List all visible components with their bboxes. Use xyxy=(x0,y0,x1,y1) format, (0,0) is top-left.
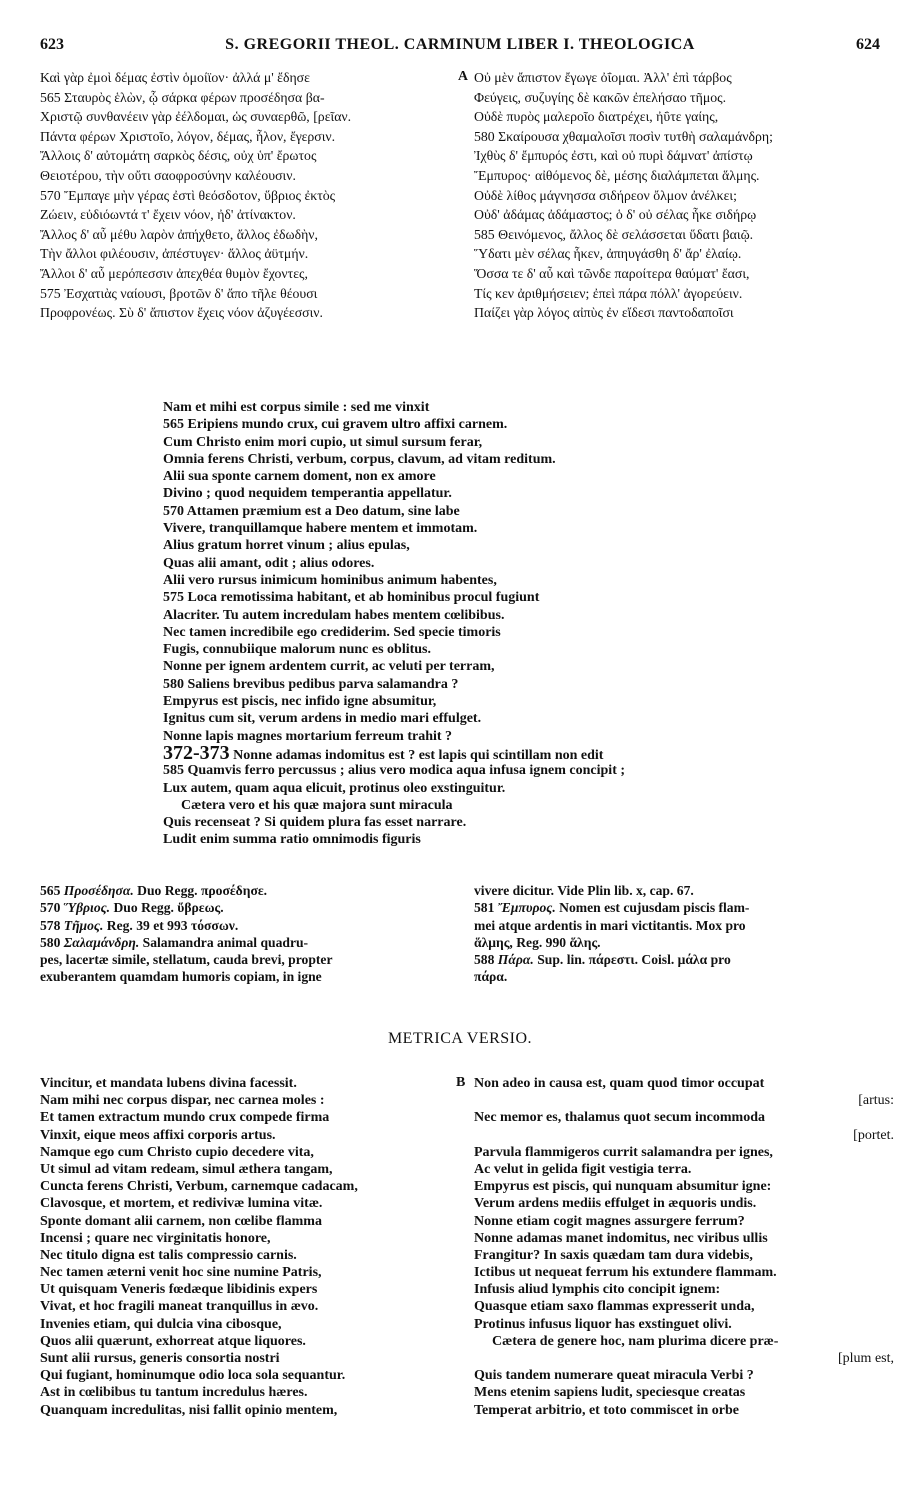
footnote-number: 570 xyxy=(40,900,61,916)
latin-line: Nec tamen incredibile ego crediderim. Sed specie timoris xyxy=(163,624,501,640)
footnote-line xyxy=(40,934,455,951)
greek-line: 585 Θεινόμενος, ἄλλος δὲ σελάσσεται ὕδατι βαιῷ. xyxy=(474,226,754,242)
footnote-line xyxy=(40,951,455,968)
latin-line: Cætera vero et his quæ majora sunt miracula xyxy=(181,797,453,813)
latin-line: Ludit enim summa ratio omnimodis figuris xyxy=(163,832,421,848)
verse-line: Sunt alii rursus, generis consortia nostri xyxy=(40,1351,280,1366)
footnote-text: ἅλμης, Reg. 990 ἅλης. xyxy=(474,934,601,950)
running-header xyxy=(40,36,880,58)
verse-line: Empyrus est piscis, qui nunquam absumitur igne: xyxy=(474,1179,772,1195)
verse-line: [plum est, xyxy=(838,1351,894,1366)
verse-line: Verum ardens mediis effulget in æquoris undis. xyxy=(474,1196,757,1212)
metrical-version-right-column xyxy=(474,1075,894,1419)
verse-line: Ac velut in gelida figit vestigia terra. xyxy=(474,1161,692,1177)
verse-line: Nec titulo digna est talis compressio carnis. xyxy=(40,1247,297,1263)
greek-line: Οὐδ' ἀδάμας ἀδάμαστος; ὁ δ' οὐ σέλας ἧκε σιδήρῳ xyxy=(474,207,757,223)
page-number-left: 623 xyxy=(40,36,64,53)
latin-line: 575 Loca remotissima habitant, et ab hominibus procul fugiunt xyxy=(163,590,540,606)
latin-line-text: Nonne adamas indomitus est ? est lapis qui scintillam non edit xyxy=(233,747,604,763)
greek-line: 575 Ἐσχατιὰς ναίουσι, βροτῶν δ' ἄπο τῆλε θέουσι xyxy=(40,285,318,301)
latin-line: Omnia ferens Christi, verbum, corpus, clavum, ad vitam reditum. xyxy=(163,451,556,467)
verse-line: [artus: xyxy=(858,1093,894,1109)
column-marker-a: A xyxy=(458,68,468,83)
footnote-lemma: Τῆμος. xyxy=(63,917,104,933)
verse-line: Cuncta ferens Christi, Verbum, carnemque cadacam, xyxy=(40,1179,358,1195)
latin-translation xyxy=(163,399,863,849)
greek-line: Ὅσσα τε δ' αὖ καὶ τῶνδε παροίτερα θαύματ' ἔασι, xyxy=(474,265,750,281)
verse-line: Mens etenim sapiens ludit, speciesque creatas xyxy=(474,1385,746,1401)
footnote-lemma: Πάρα. xyxy=(497,952,534,968)
verse-line: Ast in cœlibibus tu tantum incredulus hæres. xyxy=(40,1385,308,1401)
verse-line: Infusis aliud lymphis cito concipit ignem: xyxy=(474,1282,721,1298)
verse-line: Ut simul ad vitam redeam, simul æthera tangam, xyxy=(40,1161,333,1177)
verse-line: Frangitur? In saxis quædam tam dura videbis, xyxy=(474,1247,753,1263)
greek-line: Οὐδὲ λίθος μάγνησσα σιδήρεον ὄλμον ἀνέλκει; xyxy=(474,187,737,203)
verse-line: Quasque etiam saxo flammas expresserit unda, xyxy=(474,1299,755,1315)
greek-line: Προφρονέως. Σὺ δ' ἄπιστον ἔχεις νόον ἀζυγέεσσιν. xyxy=(40,305,323,321)
latin-line: Alii sua sponte carnem doment, non ex amore xyxy=(163,469,436,485)
verse-line: Protinus infusus liquor has exstinguet olivi. xyxy=(474,1316,732,1332)
verse-line: Vivat, et hoc fragili maneat tranquillus in ævo. xyxy=(40,1299,319,1315)
verse-line: Cætera de genere hoc, nam plurima dicere præ- xyxy=(492,1333,779,1349)
footnote-text: pes, lacertæ simile, stellatum, cauda brevi, propter xyxy=(40,952,333,968)
footnotes-right-column xyxy=(474,882,884,986)
latin-line: Alacriter. Tu autem incredulam habes mentem cœlibibus. xyxy=(163,607,505,623)
column-marker-b: B xyxy=(456,1075,466,1090)
greek-line: Ἄλλοις δ' αὐτομάτη σαρκὸς δέσις, οὐχ ὑπ' ἔρωτος xyxy=(40,148,317,164)
greek-line: Ὕδατι μὲν σέλας ἧκεν, ἀπηυγάσθη δ' ἄρ' ἐλαίῳ. xyxy=(474,246,742,262)
verse-line: Namque ego cum Christo cupio decedere vita, xyxy=(40,1144,314,1160)
greek-line: Τὴν ἄλλοι φιλέουσιν, ἀπέστυγεν· ἄλλος ἀϋτμήν. xyxy=(40,246,309,262)
greek-line: Ἔμπυρος· αἰθόμενος δὲ, μέσης διαλάμπεται ἅλμης. xyxy=(474,167,760,183)
latin-line: Lux autem, quam aqua elicuit, protinus oleo exstinguitur. xyxy=(163,780,506,796)
latin-line: 585 Quamvis ferro percussus ; alius vero modica aqua infusa ignem concipit ; xyxy=(163,763,626,779)
latin-line: Quis recenseat ? Si quidem plura fas esset narrare. xyxy=(163,815,467,831)
verse-line: Quanquam incredulitas, nisi fallit opinio mentem, xyxy=(40,1402,338,1418)
greek-line: Ἄλλος δ' αὖ μέθυ λαρὸν ἀπήχθετο, ἄλλος ἐδωδὴν, xyxy=(40,226,318,242)
verse-line: Nonne etiam cogit magnes assurgere ferrum? xyxy=(474,1213,745,1229)
footnote-text: Nomen est cujusdam piscis flam- xyxy=(555,900,750,916)
verse-line: Nonne adamas manet indomitus, nec viribus ullis xyxy=(474,1230,768,1246)
greek-text-right-column xyxy=(474,68,894,323)
latin-line: Empyrus est piscis, nec infido igne absumitur, xyxy=(163,694,437,710)
latin-line: Nonne lapis magnes mortarium ferreum trahit ? xyxy=(163,728,453,744)
footnote-text: πάρα. xyxy=(474,969,508,985)
latin-line: 580 Saliens brevibus pedibus parva salamandra ? xyxy=(163,676,459,692)
verse-line: Nec tamen æterni venit hoc sine numine Patris, xyxy=(40,1265,322,1281)
verse-line: Ut quisquam Veneris fœdæque libidinis expers xyxy=(40,1282,318,1298)
verse-line: [portet. xyxy=(853,1127,894,1143)
footnote-number: 578 xyxy=(40,917,61,933)
greek-line: 565 Σταυρὸς ἑλὼν, ᾧ σάρκα φέρων προσέδησα βα- xyxy=(40,89,325,105)
footnote-line xyxy=(40,899,455,916)
latin-line: Nam et mihi est corpus simile : sed me vinxit xyxy=(163,400,430,415)
footnote-text: exuberantem quamdam humoris copiam, in igne xyxy=(40,969,322,985)
greek-line: Χριστῷ συνθανέειν γὰρ ἐέλδομαι, ὡς συναερθῶ, [ρεῖαν. xyxy=(40,109,352,125)
footnote-line xyxy=(40,917,455,934)
footnote-text: mei atque ardentis in mari victitantis. Mox pro xyxy=(474,917,746,933)
greek-text-left-column xyxy=(40,68,455,323)
greek-line: Οὐ μὲν ἄπιστον ἔγωγε ὀΐομαι. Ἀλλ' ἐπὶ τάρβος xyxy=(474,70,732,85)
metrical-version-left-column xyxy=(40,1075,460,1419)
footnote-line xyxy=(474,899,884,916)
footnote-text: Salamandra animal quadru- xyxy=(139,934,309,950)
page-number-right: 624 xyxy=(856,36,880,53)
footnotes-left-column xyxy=(40,882,455,986)
verse-line: Ictibus ut nequeat ferrum his extundere flammam. xyxy=(474,1265,777,1281)
footnote-lemma: Προσέδησα. xyxy=(63,883,134,898)
footnote-text: vivere dicitur. Vide Plin lib. x, cap. 67. xyxy=(474,883,694,898)
column-number: 372-373 xyxy=(163,741,230,764)
verse-line: Qui fugiant, hominumque odio loca sola sequantur. xyxy=(40,1368,346,1384)
greek-line: 580 Σκαίρουσα χθαμαλοῖσι ποσὶν τυτθὴ σαλαμάνδρη; xyxy=(474,128,773,144)
greek-line: Τίς κεν ἀριθμήσειεν; ἐπεὶ πάρα πόλλ' ἀγορεύειν. xyxy=(474,285,743,301)
latin-line: 570 Attamen præmium est a Deo datum, sine labe xyxy=(163,503,460,519)
verse-line: Quos alii quærunt, exhorreat atque liquores. xyxy=(40,1333,306,1349)
verse-line: Incensi ; quare nec virginitatis honore, xyxy=(40,1230,271,1246)
latin-line: Ignitus cum sit, verum ardens in medio mari effulget. xyxy=(163,711,482,727)
footnote-text: Reg. 39 et 993 τόσσων. xyxy=(103,917,239,933)
footnote-line xyxy=(474,917,884,934)
greek-line: Ζώειν, εὐδιόωντά τ' ἔχειν νόον, ἠδ' ἀτίνακτον. xyxy=(40,207,296,223)
verse-line: Invenies etiam, qui dulcia vina cibosque, xyxy=(40,1316,282,1332)
greek-line: Θειοτέρου, τὴν οὔτι σαοφροσύνην καλέουσιν. xyxy=(40,167,296,183)
footnote-text: Duo Regg. ὕβρεως. xyxy=(110,900,224,916)
footnote-lemma: Ἔμπυρος. xyxy=(497,900,556,916)
greek-line: Ἄλλοι δ' αὖ μερόπεσσιν ἀπεχθέα θυμὸν ἔχοντες, xyxy=(40,265,308,281)
verse-line: Parvula flammigeros currit salamandra per ignes, xyxy=(474,1144,773,1160)
latin-line: Cum Christo enim mori cupio, ut simul sursum ferar, xyxy=(163,434,483,450)
latin-line: Quas alii amant, odit ; alius odores. xyxy=(163,555,375,571)
footnote-line xyxy=(474,934,884,951)
verse-line: Nec memor es, thalamus quot secum incommoda xyxy=(474,1110,765,1126)
latin-line: Alius gratum horret vinum ; alius epulas, xyxy=(163,538,410,554)
footnote-text: Sup. lin. πάρεστι. Coisl. μάλα pro xyxy=(533,952,731,968)
verse-line: Sponte domant alii carnem, non cœlibe flamma xyxy=(40,1213,322,1229)
latin-line: Alii vero rursus inimicum hominibus animum habentes, xyxy=(163,572,497,588)
verse-line: Vinxit, eique meos affixi corporis artus. xyxy=(40,1127,276,1143)
greek-line: Καὶ γὰρ ἐμοὶ δέμας ἐστὶν ὁμοίϊον· ἀλλά μ' ἔδησε xyxy=(40,70,310,85)
latin-line: Nonne per ignem ardentem currit, ac veluti per terram, xyxy=(163,659,495,675)
verse-line: Temperat arbitrio, et toto commiscet in orbe xyxy=(474,1402,740,1418)
footnote-line xyxy=(40,968,455,985)
footnote-text: Duo Regg. προσέδησε. xyxy=(133,883,268,898)
footnote-number: 588 xyxy=(474,952,495,968)
footnote-line xyxy=(474,968,884,985)
footnote-lemma: Σαλαμάνδρη. xyxy=(63,934,140,950)
greek-line: Φεύγεις, συζυγίης δὲ κακῶν ἐπελήσαο τῆμος. xyxy=(474,89,727,105)
greek-line: 570 Ἔμπαγε μὴν γέρας ἐστὶ θεόσδοτον, ὕβριος ἐκτὸς xyxy=(40,187,336,203)
footnote-number: 565 xyxy=(40,883,61,898)
greek-line: Πάντα φέρων Χριστοῖο, λόγον, δέμας, ἧλον, ἔγερσιν. xyxy=(40,128,336,144)
footnote-lemma: Ὕβριος. xyxy=(63,900,111,916)
latin-line: Divino ; quod nequidem temperantia appellatur. xyxy=(163,486,452,502)
section-heading: METRICA VERSIO. xyxy=(387,1030,533,1047)
verse-line: Non adeo in causa est, quam quod timor occupat xyxy=(474,1076,765,1091)
verse-line: Et tamen extractum mundo crux compede firma xyxy=(40,1110,330,1126)
running-title: S. GREGORII THEOL. CARMINUM LIBER I. THEOLOGICA xyxy=(225,36,695,53)
verse-line: Nam mihi nec corpus dispar, nec carnea moles : xyxy=(40,1093,325,1109)
latin-line: 565 Eripiens mundo crux, cui gravem ultro affixi carnem. xyxy=(163,417,508,433)
greek-line: Ἰχθὺς δ' ἔμπυρός ἐστι, καὶ οὐ πυρὶ δάμνατ' ἀπίστῳ xyxy=(474,148,753,164)
footnote-line xyxy=(40,882,455,899)
latin-line: Vivere, tranquillamque habere mentem et immotam. xyxy=(163,521,478,537)
footnote-number: 580 xyxy=(40,934,61,950)
verse-line: Quis tandem numerare queat miracula Verbi ? xyxy=(474,1368,754,1384)
latin-line: Fugis, connubiique malorum nunc es oblitus. xyxy=(163,642,432,658)
footnote-number: 581 xyxy=(474,900,495,916)
footnote-line xyxy=(474,882,884,899)
latin-line-with-column-number xyxy=(163,741,863,764)
verse-line: Vincitur, et mandata lubens divina facessit. xyxy=(40,1076,297,1091)
greek-line: Οὐδὲ πυρὸς μαλεροῖο διατρέχει, ἠΰτε γαίης, xyxy=(474,109,719,125)
footnote-line xyxy=(474,951,884,968)
verse-line: Clavosque, et mortem, et redivivæ lumina vitæ. xyxy=(40,1196,323,1212)
greek-line: Παίζει γὰρ λόγος αἰπὺς ἐν εἴδεσι παντοδαποῖσι xyxy=(474,305,734,321)
